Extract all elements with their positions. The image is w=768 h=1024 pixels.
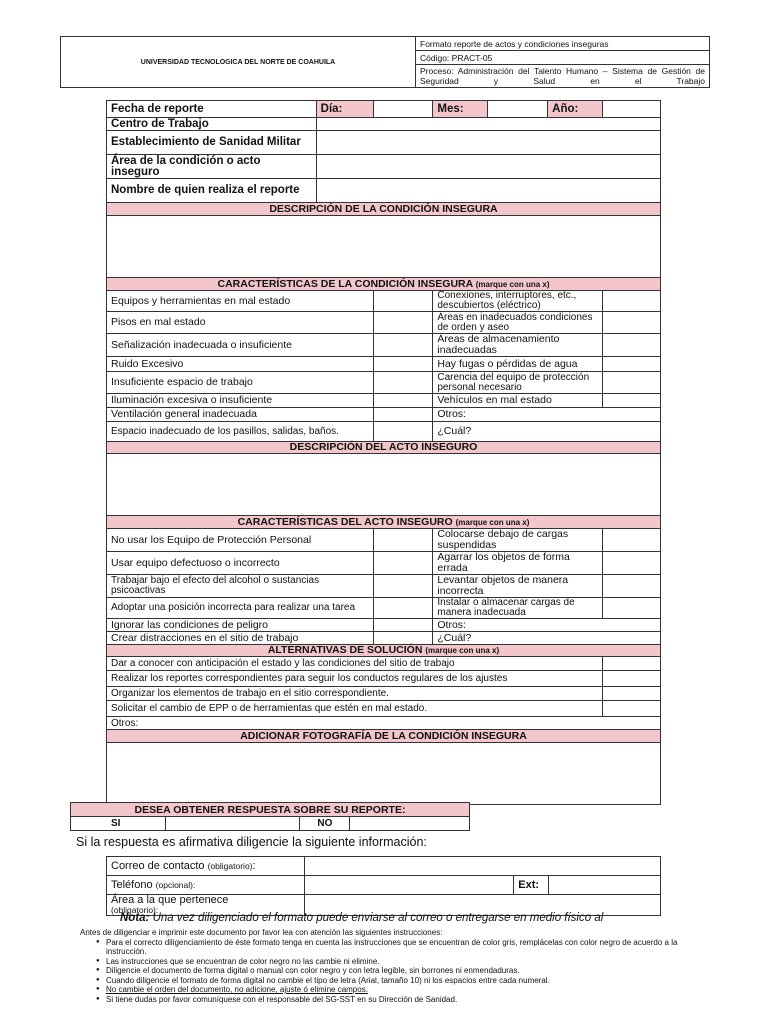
month-field[interactable] bbox=[488, 101, 548, 118]
area-field[interactable] bbox=[316, 155, 660, 179]
reporter-field[interactable] bbox=[316, 179, 660, 203]
instruction-item: ● Cuando diligencie el formato de forma digital no cambie el tipo de letra (Arial, tamaño 10) ni los espacios entre cada numeral. bbox=[98, 976, 690, 986]
institution-name: UNIVERSIDAD TECNOLOGICA DEL NORTE DE COAHUILA bbox=[61, 37, 416, 88]
ext-field[interactable] bbox=[549, 876, 661, 895]
act-item: Crear distracciones en el sitio de trabajo bbox=[107, 632, 374, 645]
act-checkbox[interactable] bbox=[373, 529, 433, 552]
condition-checkbox[interactable] bbox=[373, 394, 433, 408]
act-item: Instalar o almacenar cargas de manera inadecuada bbox=[433, 598, 603, 619]
area-belongs-label: Área a la que pertenece (obligatorio): bbox=[107, 895, 305, 916]
condition-item: Señalización inadecuada o insuficiente bbox=[107, 334, 374, 357]
note-text: Nota: Una vez diligenciado el formato puede enviarse al correo o entregarse en medio físico al bbox=[120, 912, 604, 924]
act-description-title: DESCRIPCIÓN DEL ACTO INSEGURO bbox=[107, 442, 661, 454]
condition-item: Carencia del equipo de protección personal necesario bbox=[433, 372, 603, 394]
act-checkbox[interactable] bbox=[603, 552, 661, 575]
solutions-title: ALTERNATIVAS DE SOLUCIÓN (marque con una x) bbox=[107, 645, 661, 657]
act-item: Adoptar una posición incorrecta para realizar una tarea bbox=[107, 598, 374, 619]
condition-description-title: DESCRIPCIÓN DE LA CONDICIÓN INSEGURA bbox=[107, 203, 661, 216]
condition-item: Espacio inadecuado de los pasillos, salidas, baños. bbox=[107, 422, 374, 442]
followup-text: Si la respuesta es afirmativa diligencie la siguiente información: bbox=[76, 835, 427, 849]
response-table bbox=[70, 802, 470, 831]
establishment-label: Establecimiento de Sanidad Militar bbox=[107, 131, 317, 155]
solution-checkbox[interactable] bbox=[603, 657, 661, 671]
phone-label: Teléfono (opcional): bbox=[107, 876, 305, 895]
act-other-field[interactable]: Otros: bbox=[433, 619, 661, 632]
format-title: Formato reporte de actos y condiciones inseguras bbox=[416, 37, 710, 51]
condition-checkbox[interactable] bbox=[603, 394, 661, 408]
act-characteristics-title: CARACTERÍSTICAS DEL ACTO INSEGURO (marque con una x) bbox=[107, 516, 661, 529]
act-checkbox[interactable] bbox=[603, 598, 661, 619]
condition-item: Insuficiente espacio de trabajo bbox=[107, 372, 374, 394]
condition-checkbox[interactable] bbox=[373, 408, 433, 422]
condition-checkbox[interactable] bbox=[603, 372, 661, 394]
solution-checkbox[interactable] bbox=[603, 701, 661, 717]
condition-checkbox[interactable] bbox=[373, 291, 433, 312]
year-label: Año: bbox=[548, 101, 603, 118]
workplace-field[interactable] bbox=[316, 118, 660, 131]
area-label: Área de la condición o acto inseguro bbox=[107, 155, 317, 179]
ext-label: Ext: bbox=[514, 876, 549, 895]
act-description-field[interactable] bbox=[107, 454, 661, 516]
condition-item: Hay fugas o pérdidas de agua bbox=[433, 357, 603, 372]
condition-checkbox[interactable] bbox=[603, 291, 661, 312]
act-checkbox[interactable] bbox=[373, 619, 433, 632]
response-question: DESEA OBTENER RESPUESTA SOBRE SU REPORTE: bbox=[71, 803, 470, 817]
act-item: Agarrar los objetos de forma errada bbox=[433, 552, 603, 575]
photo-area[interactable] bbox=[107, 743, 661, 805]
condition-characteristics-title: CARACTERÍSTICAS DE LA CONDICIÓN INSEGURA (marque con una x) bbox=[107, 278, 661, 291]
no-label: NO bbox=[300, 817, 350, 831]
condition-item: Vehículos en mal estado bbox=[433, 394, 603, 408]
photo-title: ADICIONAR FOTOGRAFÍA DE LA CONDICIÓN INSEGURA bbox=[107, 730, 661, 743]
act-item: Ignorar las condiciones de peligro bbox=[107, 619, 374, 632]
act-item: Colocarse debajo de cargas suspendidas bbox=[433, 529, 603, 552]
solution-checkbox[interactable] bbox=[603, 671, 661, 687]
condition-item: Iluminación excesiva o insuficiente bbox=[107, 394, 374, 408]
instructions bbox=[80, 928, 690, 1004]
act-checkbox[interactable] bbox=[603, 575, 661, 598]
condition-checkbox[interactable] bbox=[373, 334, 433, 357]
act-item: Trabajar bajo el efecto del alcohol o sustancias psicoactivas bbox=[107, 575, 374, 598]
solution-checkbox[interactable] bbox=[603, 687, 661, 701]
solution-item: Solicitar el cambio de EPP o de herramientas que estén en mal estado. bbox=[107, 701, 603, 717]
act-checkbox[interactable] bbox=[373, 575, 433, 598]
act-item: Levantar objetos de manera incorrecta bbox=[433, 575, 603, 598]
instruction-item: ● Para el correcto diligenciamiento de éste formato tenga en cuenta las instrucciones que se encuentran de color gris, remplácelas con color negro de acuerdo a la instrucción. bbox=[98, 938, 690, 957]
condition-checkbox[interactable] bbox=[373, 312, 433, 334]
instruction-item: ● Las instrucciones que se encuentran de color negro no las cambie ni elimine. bbox=[98, 957, 690, 967]
condition-which-field[interactable]: ¿Cuál? bbox=[433, 422, 661, 442]
report-form bbox=[106, 100, 661, 805]
act-checkbox[interactable] bbox=[373, 632, 433, 645]
condition-other-field[interactable]: Otros: bbox=[433, 408, 661, 422]
act-checkbox[interactable] bbox=[603, 529, 661, 552]
act-checkbox[interactable] bbox=[373, 552, 433, 575]
establishment-field[interactable] bbox=[316, 131, 660, 155]
workplace-label: Centro de Trabajo bbox=[107, 118, 317, 131]
condition-item: Ruido Excesivo bbox=[107, 357, 374, 372]
format-code: Código: PRACT-05 bbox=[416, 51, 710, 65]
condition-checkbox[interactable] bbox=[603, 312, 661, 334]
condition-item: Áreas de almacenamiento inadecuadas bbox=[433, 334, 603, 357]
act-which-field[interactable]: ¿Cuál? bbox=[433, 632, 661, 645]
instruction-item: ● No cambie el orden del documento, no adicione, ajuste ó elimine campos. bbox=[98, 985, 690, 995]
email-label: Correo de contacto (obligatorio): bbox=[107, 857, 305, 876]
solution-item: Realizar los reportes correspondientes para seguir los conductos regulares de los ajustes bbox=[107, 671, 603, 687]
phone-field[interactable] bbox=[304, 876, 514, 895]
condition-item: Pisos en mal estado bbox=[107, 312, 374, 334]
day-field[interactable] bbox=[373, 101, 433, 118]
process-name: Proceso: Administración del Talento Humano – Sistema de Gestión de Seguridad y Salud en el Trabajo bbox=[416, 65, 710, 88]
condition-checkbox[interactable] bbox=[373, 372, 433, 394]
yes-checkbox[interactable] bbox=[165, 817, 300, 831]
condition-checkbox[interactable] bbox=[603, 357, 661, 372]
act-item: Usar equipo defectuoso o incorrecto bbox=[107, 552, 374, 575]
act-checkbox[interactable] bbox=[373, 598, 433, 619]
email-field[interactable] bbox=[304, 857, 660, 876]
day-label: Día: bbox=[316, 101, 373, 118]
reporter-label: Nombre de quien realiza el reporte bbox=[107, 179, 317, 203]
solution-item: Dar a conocer con anticipación el estado y las condiciones del sitio de trabajo bbox=[107, 657, 603, 671]
yes-label: SI bbox=[71, 817, 166, 831]
contact-table bbox=[106, 856, 661, 916]
condition-checkbox[interactable] bbox=[373, 357, 433, 372]
condition-item: Conexiones, interruptores, etc., descubiertos (eléctrico) bbox=[433, 291, 603, 312]
condition-checkbox[interactable] bbox=[373, 422, 433, 442]
instructions-intro: Antes de diligenciar e imprimir este documento por favor lea con atención las siguientes instrucciones: bbox=[80, 928, 443, 937]
no-checkbox[interactable] bbox=[350, 817, 470, 831]
condition-item: Equipos y herramientas en mal estado bbox=[107, 291, 374, 312]
report-date-label: Fecha de reporte bbox=[107, 101, 317, 118]
condition-item: Áreas en inadecuados condiciones de orden y aseo bbox=[433, 312, 603, 334]
instruction-item: ● Si tiene dudas por favor comuníquese con el responsable del SG-SST en su Dirección de Sanidad. bbox=[98, 995, 690, 1005]
instruction-item: ● Diligencie el documento de forma digital o manual con color negro y con letra legible, sin borrones ni enmendaduras. bbox=[98, 966, 690, 976]
month-label: Mes: bbox=[433, 101, 488, 118]
condition-description-field[interactable] bbox=[107, 216, 661, 278]
condition-checkbox[interactable] bbox=[603, 334, 661, 357]
condition-item: Ventilación general inadecuada bbox=[107, 408, 374, 422]
solution-other-field[interactable]: Otros: bbox=[107, 717, 661, 730]
act-item: No usar los Equipo de Protección Personal bbox=[107, 529, 374, 552]
solution-item: Organizar los elementos de trabajo en el sitio correspondiente. bbox=[107, 687, 603, 701]
year-field[interactable] bbox=[603, 101, 661, 118]
document-header bbox=[60, 36, 710, 88]
